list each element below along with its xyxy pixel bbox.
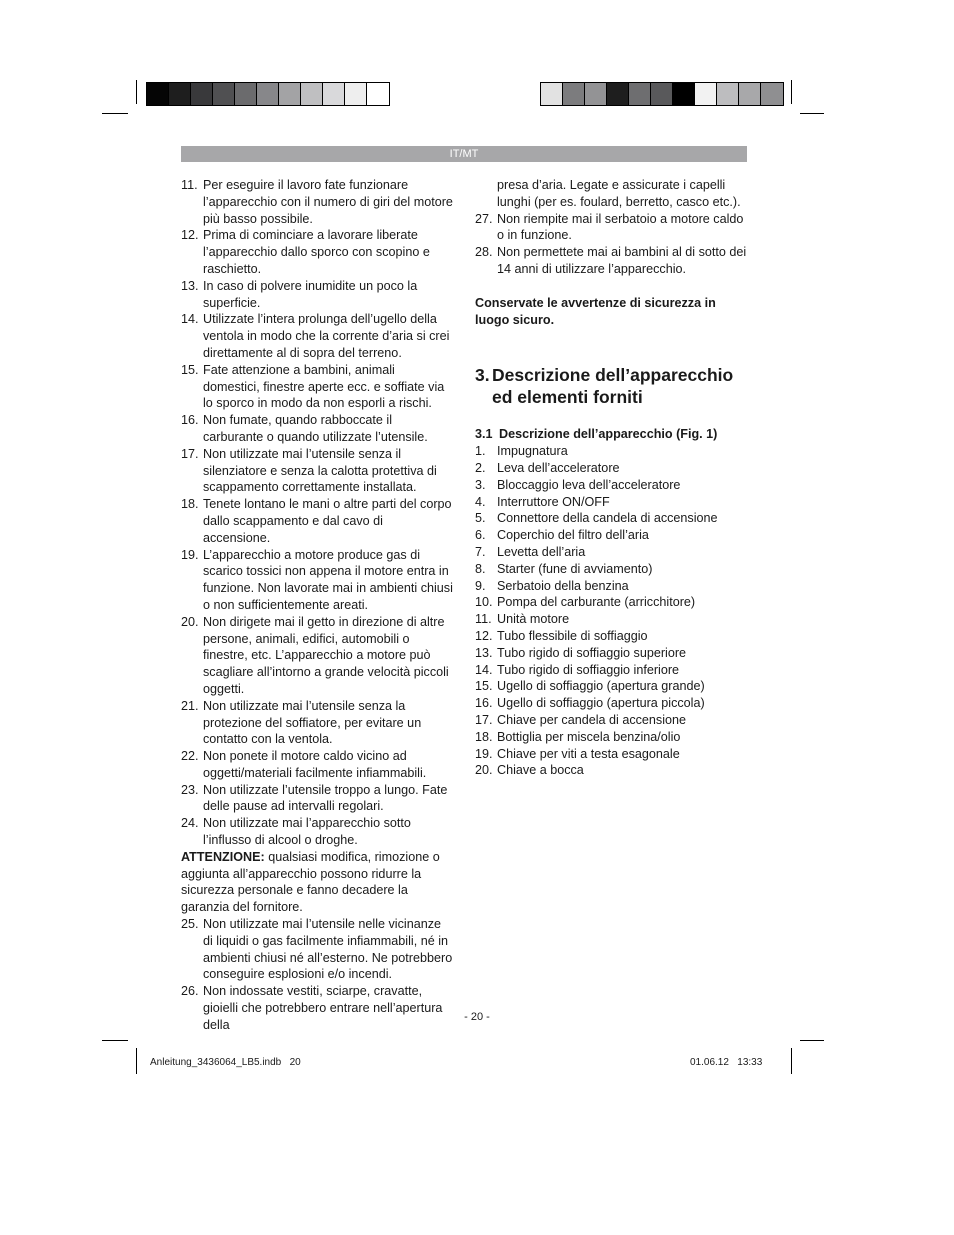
item-number: 18.: [181, 497, 199, 512]
list-item: [181, 227, 453, 277]
item-text: Fate attenzione a bambini, animali domestici, finestre aperte ecc. e soffiate via lo sporco in modo da non esporli a rischi.: [203, 362, 445, 411]
item-text: Impugnatura: [497, 444, 568, 459]
list-item: [475, 443, 747, 460]
item-text: Non utilizzate mai l’utensile senza il silenziatore e senza la calotta protettiva di scappamento correttamente installata.: [203, 446, 437, 495]
item-text: Tubo rigido di soffiaggio inferiore: [497, 662, 680, 677]
item-text: Ugello di soffiaggio (apertura grande): [497, 679, 705, 694]
item-text: Non riempite mai il serbatoio a motore caldo o in funzione.: [497, 211, 744, 243]
item-text: Non ponete il motore caldo vicino ad oggetti/materiali facilmente infiammabili.: [203, 749, 427, 780]
item-text: Pompa del carburante (arricchitore): [497, 595, 696, 610]
list-item: [475, 494, 747, 511]
item-number: 8.: [475, 561, 486, 576]
color-swatch: [717, 83, 739, 105]
left-column: [181, 177, 453, 1034]
list-item: [475, 544, 747, 561]
item-text: Prima di cominciare a lavorare liberate l’apparecchio dallo sporco con scopino e raschietto.: [203, 228, 430, 276]
color-swatch: [739, 83, 761, 105]
item-number: 1.: [475, 444, 486, 459]
language-header: IT/MT: [181, 146, 747, 162]
crop-mark: [800, 113, 824, 114]
item-text: Levetta dell’aria: [497, 544, 586, 559]
crop-mark: [791, 1048, 792, 1074]
item-number: 24.: [181, 816, 199, 831]
list-item: [475, 211, 747, 245]
list-item: [181, 815, 453, 849]
section-title: Descrizione dell’apparecchio ed elementi forniti: [492, 365, 734, 408]
color-swatch: [761, 83, 783, 105]
crop-mark: [102, 1040, 128, 1041]
item-text: Tubo rigido di soffiaggio superiore: [497, 645, 687, 660]
color-calibration-bar-left: [146, 82, 390, 106]
color-swatch: [169, 83, 191, 105]
item-number: 12.: [181, 228, 199, 243]
list-item: [475, 746, 747, 763]
color-swatch: [279, 83, 301, 105]
item-number: 14.: [181, 312, 199, 327]
item-text: Non utilizzate mai l’apparecchio sotto l’influsso di alcool o droghe.: [203, 816, 411, 848]
item-text: L’apparecchio a motore produce gas di scarico tossici non appena il motore entra in funzione. Non lavorate mai in ambienti chiusi o non sufficientemente areati.: [203, 547, 453, 612]
item-text: Non utilizzate mai l’utensile nelle vicinanze di liquidi o gas facilmente infiammabili, né in ambienti chiusi né all’esterno. Ne potrebbero conseguire esplosioni e/o incendi.: [203, 917, 453, 982]
item-text: Leva dell’acceleratore: [497, 460, 620, 475]
item-number: 15.: [181, 362, 199, 377]
attention-text: qualsiasi modifica, rimozione o aggiunta all’apparecchio possono ridurre la sicurezza personale e fanno decadere la garanzia del fornitore.: [181, 849, 440, 915]
color-swatch: [563, 83, 585, 105]
item-text: Coperchio del filtro dell’aria: [497, 528, 649, 543]
item-number: 14.: [475, 662, 493, 677]
list-item: [181, 446, 453, 496]
item-number: 10.: [475, 595, 493, 610]
list-item: [475, 678, 747, 695]
list-item: [475, 695, 747, 712]
list-item: [475, 477, 747, 494]
color-swatch: [673, 83, 695, 105]
footer-file: Anleitung_3436064_LB5.indb 20: [150, 1057, 301, 1068]
list-item: [181, 698, 453, 748]
item-text: Non fumate, quando rabboccate il carburante o quando utilizzate l’utensile.: [203, 413, 428, 444]
list-item: [475, 578, 747, 595]
item-number: 6.: [475, 528, 486, 543]
item-text: Non permettete mai ai bambini al di sotto dei 14 anni di utilizzare l’apparecchio.: [497, 245, 747, 276]
safety-note: Conservate le avvertenze di sicurezza in luogo sicuro.: [475, 295, 716, 327]
item-number: 22.: [181, 749, 199, 764]
item-text: Ugello di soffiaggio (apertura piccola): [497, 696, 705, 711]
list-item: [475, 527, 747, 544]
list-item: [181, 278, 453, 312]
list-item: [475, 611, 747, 628]
color-swatch: [345, 83, 367, 105]
color-swatch: [541, 83, 563, 105]
subsection-number: 3.1: [475, 427, 493, 442]
item-text: Bottiglia per miscela benzina/olio: [497, 729, 681, 744]
list-item: [181, 177, 453, 227]
item-number: 26.: [181, 984, 199, 999]
item-text: Starter (fune di avviamento): [497, 561, 653, 576]
list-item: [475, 561, 747, 578]
color-swatch: [367, 83, 389, 105]
item-text: Non utilizzate l’utensile troppo a lungo. Fate delle pause ad intervalli regolari.: [203, 782, 448, 814]
section-number: 3.: [475, 365, 490, 386]
list-item: [475, 594, 747, 611]
list-item: [475, 460, 747, 477]
color-swatch: [695, 83, 717, 105]
item-text: Chiave a bocca: [497, 763, 584, 778]
item-number: 16.: [475, 696, 493, 711]
list-item: [181, 916, 453, 983]
item-number: 4.: [475, 494, 486, 509]
item-number: 16.: [181, 413, 199, 428]
item-number: 20.: [181, 614, 199, 629]
color-swatch: [235, 83, 257, 105]
list-item: [475, 662, 747, 679]
color-swatch: [607, 83, 629, 105]
item-number: 23.: [181, 782, 199, 797]
item-text: Tenete lontano le mani o altre parti del corpo dallo scappamento e dal cavo di accensione.: [203, 497, 452, 545]
crop-mark: [136, 80, 137, 104]
item-text: Per eseguire il lavoro fate funzionare l’apparecchio con il numero di giri del motore più basso possibile.: [203, 178, 453, 226]
list-item: [181, 547, 453, 614]
parts-list: [475, 443, 747, 779]
crop-mark: [102, 113, 128, 114]
right-column: [475, 177, 747, 779]
subsection-title: Descrizione dell’apparecchio (Fig. 1): [499, 427, 718, 442]
item-number: 21.: [181, 698, 199, 713]
list-item: [181, 362, 453, 412]
list-item: [181, 748, 453, 782]
color-swatch: [629, 83, 651, 105]
list-item: [181, 983, 453, 1033]
item-text: Chiave per viti a testa esagonale: [497, 746, 680, 761]
item-number: 17.: [475, 712, 493, 727]
item-text: In caso di polvere inumidite un poco la superficie.: [203, 278, 418, 310]
item-text: Tubo flessibile di soffiaggio: [497, 628, 648, 643]
footer-date: 01.06.12 13:33: [690, 1057, 763, 1068]
list-item: [181, 782, 453, 816]
item-number: 19.: [475, 746, 493, 761]
color-calibration-bar-right: [540, 82, 784, 106]
item-number: 19.: [181, 547, 199, 562]
list-item: [181, 311, 453, 361]
item-text: Chiave per candela di accensione: [497, 712, 687, 727]
item-number: 11.: [181, 178, 198, 192]
color-swatch: [585, 83, 607, 105]
list-item: [475, 510, 747, 527]
crop-mark: [791, 80, 792, 104]
item-text: Non dirigete mai il getto in direzione di altre persone, animali, edifici, automobili o finestre, etc. L’apparecchio a motore può scagliare all’intorno a grande velocità piccoli oggetti.: [203, 614, 449, 696]
list-item: [475, 177, 747, 211]
item-text: Non indossate vestiti, sciarpe, cravatte, gioielli che potrebbero entrare nell’apertura della: [203, 984, 443, 1032]
item-text: Serbatoio della benzina: [497, 578, 629, 593]
list-item: [475, 712, 747, 729]
color-swatch: [147, 83, 169, 105]
continuation-text: presa d’aria. Legate e assicurate i capelli lunghi (per es. foulard, berretto, casco etc.).: [497, 178, 741, 209]
color-swatch: [191, 83, 213, 105]
list-item: [475, 729, 747, 746]
list-item: [475, 628, 747, 645]
attention-paragraph: [181, 849, 453, 916]
item-number: 9.: [475, 578, 486, 593]
item-number: 3.: [475, 477, 486, 492]
item-number: 2.: [475, 460, 486, 475]
item-number: 27.: [475, 211, 493, 226]
item-text: Utilizzate l’intera prolunga dell’ugello della ventola in modo che la corrente d’aria si crei direttamente al di sopra del terreno.: [203, 312, 450, 360]
list-item: [181, 412, 453, 446]
color-swatch: [651, 83, 673, 105]
item-text: Interruttore ON/OFF: [497, 494, 610, 509]
safety-list: [475, 211, 747, 278]
item-number: 13.: [181, 278, 199, 293]
item-number: 25.: [181, 917, 199, 932]
item-number: 28.: [475, 245, 493, 260]
item-text: Unità motore: [497, 612, 570, 627]
list-item: [181, 614, 453, 698]
item-number: 20.: [475, 763, 493, 778]
list-item: [475, 762, 747, 779]
item-text: Bloccaggio leva dell’acceleratore: [497, 477, 681, 492]
item-number: 13.: [475, 645, 493, 660]
list-item: [475, 645, 747, 662]
item-text: Non utilizzate mai l’utensile senza la protezione del soffiatore, per evitare un contatto con la ventola.: [203, 698, 422, 747]
item-number: 12.: [475, 628, 493, 643]
crop-mark: [800, 1040, 824, 1041]
item-number: 15.: [475, 679, 493, 694]
list-item: [475, 244, 747, 278]
section-heading: [475, 364, 747, 408]
item-number: 18.: [475, 729, 493, 744]
crop-mark: [136, 1048, 137, 1074]
subsection-heading: [475, 426, 747, 443]
page-number: - 20 -: [464, 1011, 490, 1023]
color-swatch: [213, 83, 235, 105]
safety-list: [181, 177, 453, 849]
color-swatch: [301, 83, 323, 105]
item-number: 7.: [475, 544, 486, 559]
item-number: 5.: [475, 511, 486, 526]
item-number: 17.: [181, 446, 199, 461]
item-text: Connettore della candela di accensione: [497, 511, 718, 526]
color-swatch: [257, 83, 279, 105]
attention-label: ATTENZIONE:: [181, 849, 265, 864]
color-swatch: [323, 83, 345, 105]
list-item: [181, 496, 453, 546]
item-number: 11.: [475, 612, 492, 627]
